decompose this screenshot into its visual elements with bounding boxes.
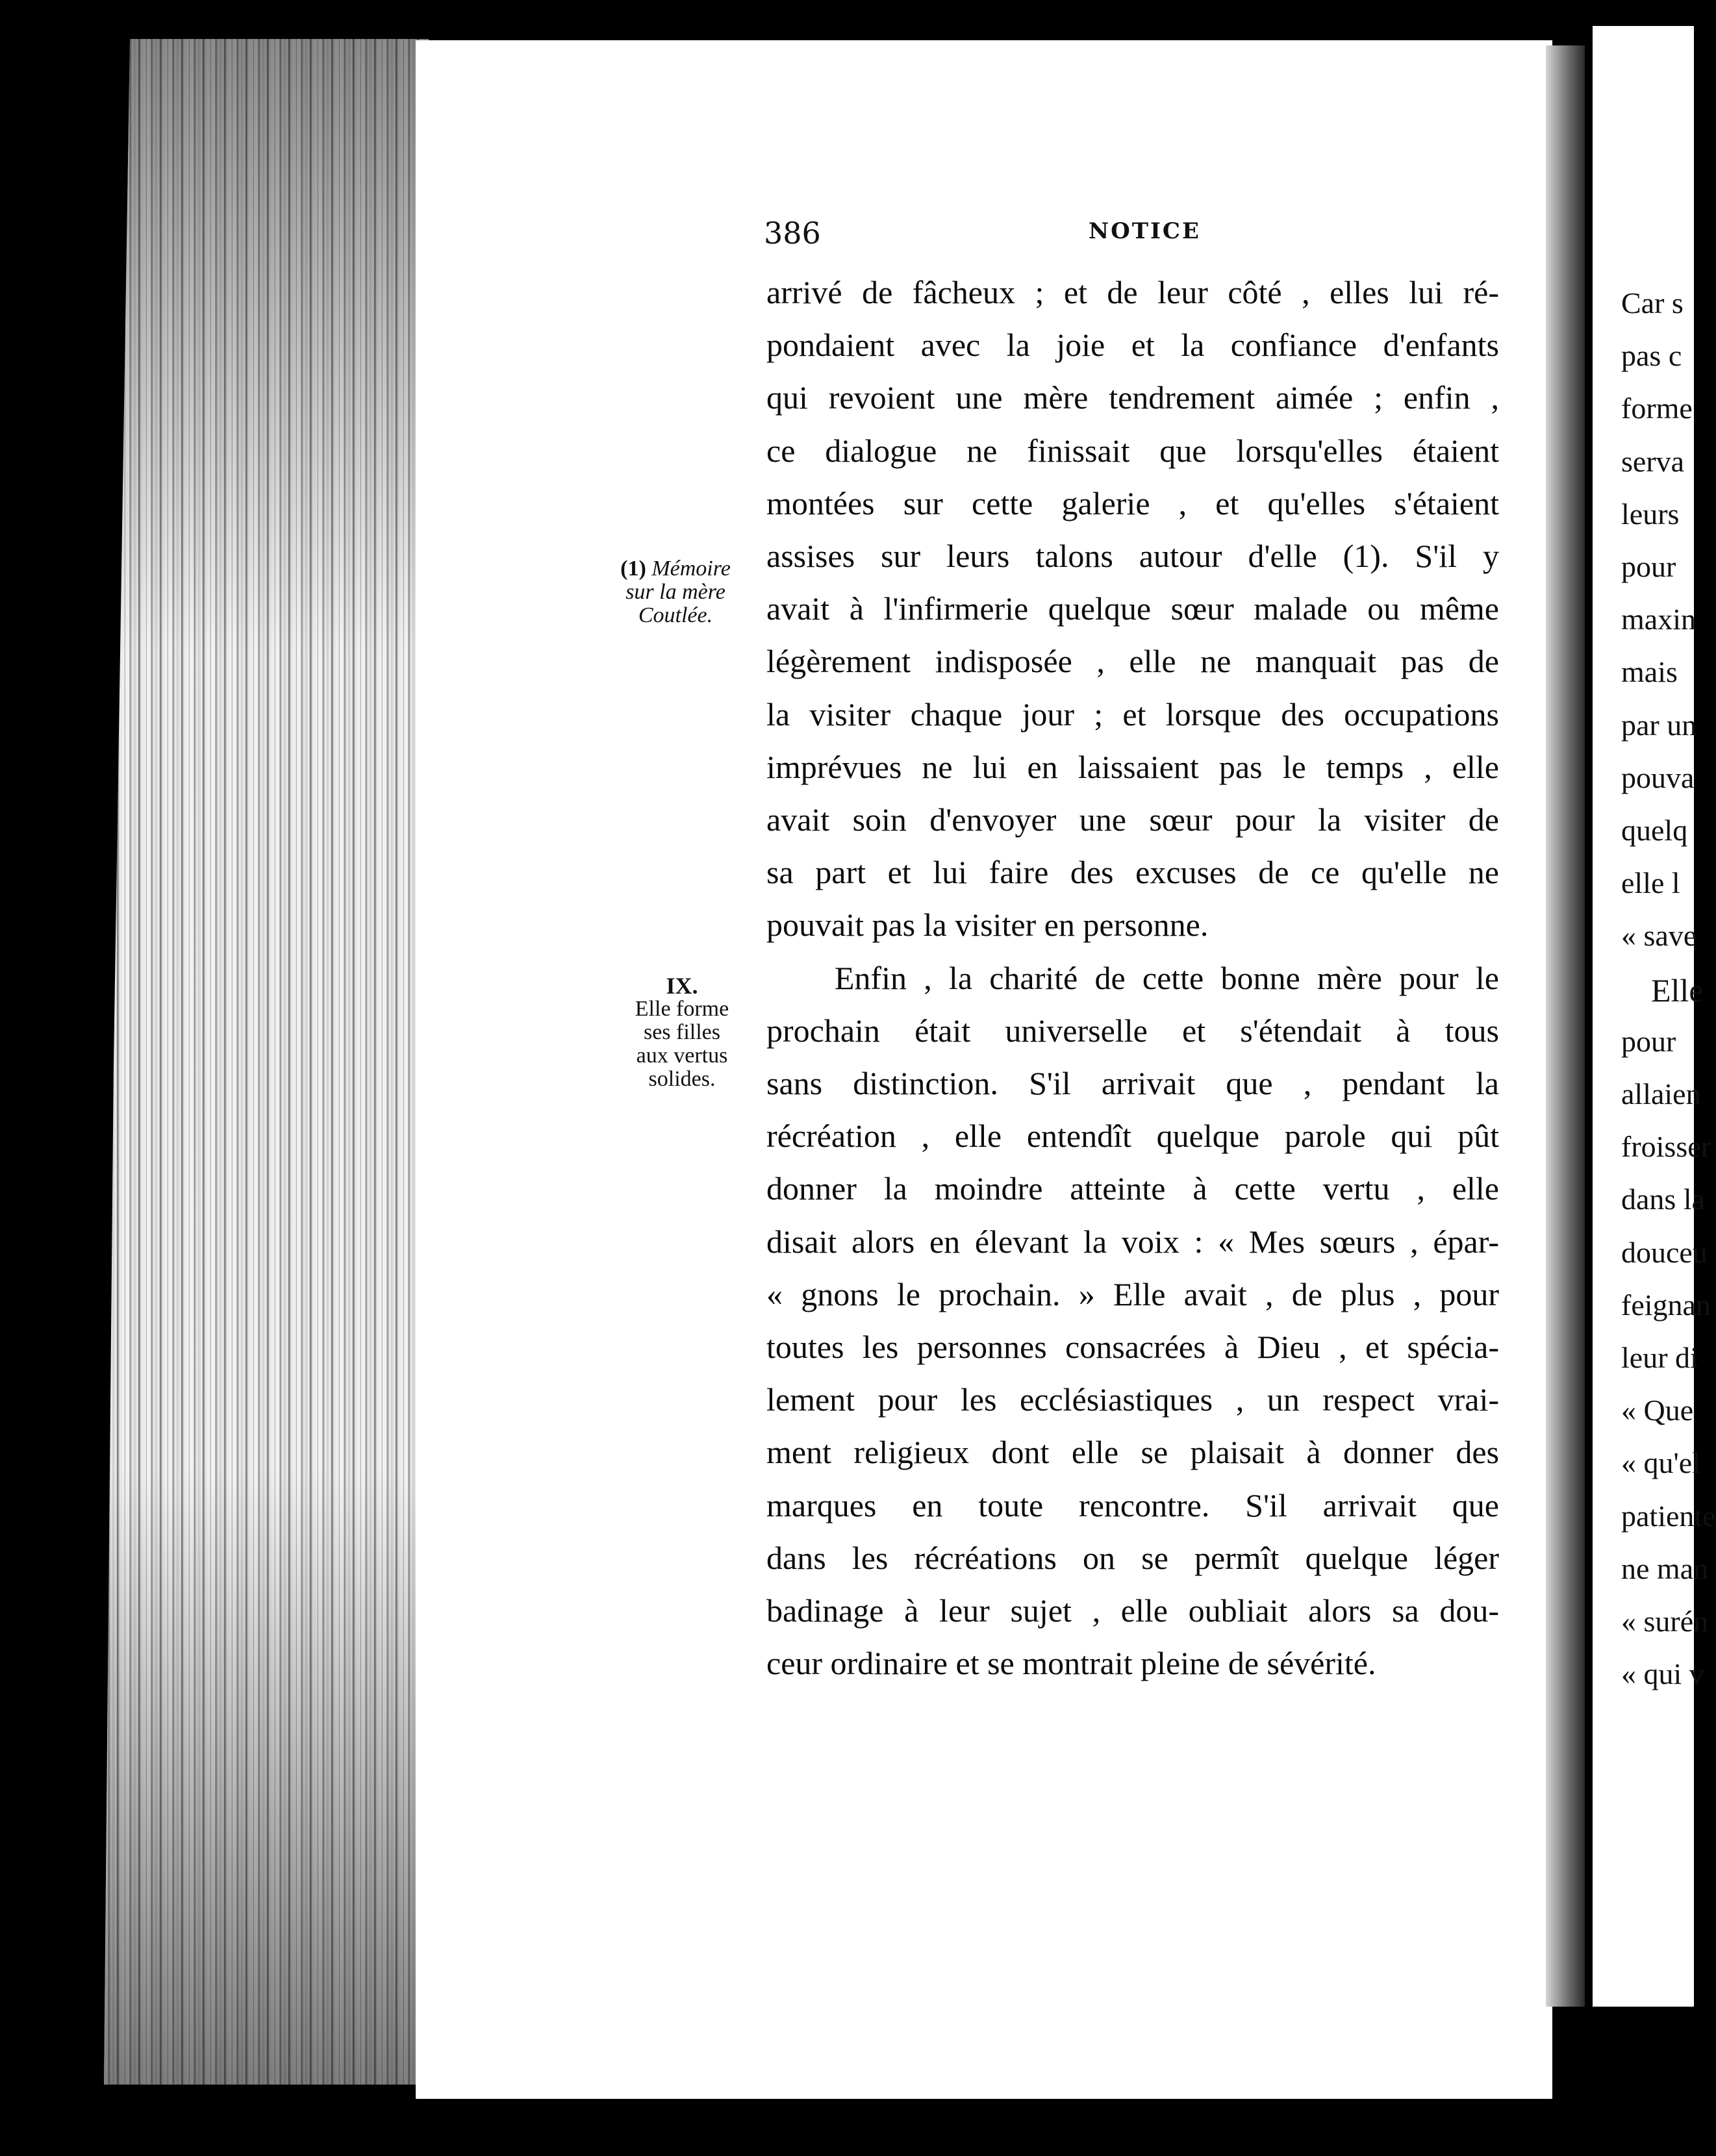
- body-text-line: toutes les personnes consacrées à Dieu , et spécia-: [766, 1329, 1499, 1365]
- body-text-line: prochain était universelle et s'étendait à tous: [766, 1012, 1499, 1049]
- body-text-line: sa part et lui faire des excuses de ce qu'elle ne: [766, 854, 1499, 891]
- body-text-line: Enfin , la charité de cette bonne mère pour le: [766, 959, 1499, 996]
- body-text-line: qui revoient une mère tendrement aimée ; enfin ,: [766, 379, 1499, 416]
- footnote-line: Coutlée.: [638, 603, 713, 627]
- facing-page-line: serva: [1621, 444, 1685, 478]
- footnote-number: (1): [620, 557, 646, 581]
- page-edges-shadow: [104, 39, 429, 2085]
- body-text-line: lement pour les ecclésiastiques , un respect vrai-: [766, 1381, 1499, 1418]
- facing-page-line: quelq: [1621, 814, 1688, 847]
- body-text-line: avait à l'infirmerie quelque sœur malade ou même: [766, 590, 1499, 627]
- facing-page-line: mais: [1621, 655, 1678, 689]
- body-text-line: récréation , elle entendît quelque parole qui pût: [766, 1118, 1499, 1155]
- body-text-line: disait alors en élevant la voix : « Mes sœurs , épar-: [766, 1223, 1499, 1260]
- section-note-line: ses filles: [643, 1020, 721, 1044]
- body-text-line: pouvait pas la visiter en personne.: [766, 907, 1209, 944]
- facing-page: [1593, 26, 1716, 2007]
- body-text-line: ce dialogue ne finissait que lorsqu'elles étaient: [766, 432, 1499, 469]
- facing-page-line: Elle: [1651, 971, 1704, 1009]
- section-number: IX.: [666, 973, 698, 999]
- body-text-line: donner la moindre atteinte à cette vertu , elle: [766, 1170, 1499, 1207]
- facing-page-line: « Que: [1621, 1394, 1694, 1427]
- facing-page-line: froisser: [1621, 1130, 1711, 1164]
- margin-note-footnote: [591, 557, 760, 627]
- body-text-line: la visiter chaque jour ; et lorsque des occupations: [766, 696, 1499, 733]
- body-text-line: badinage à leur sujet , elle oubliait alors sa dou-: [766, 1592, 1499, 1629]
- body-text-line: avait soin d'envoyer une sœur pour la visiter de: [766, 801, 1499, 838]
- section-note-line: Elle forme: [635, 997, 729, 1021]
- page-number: 386: [764, 216, 821, 251]
- facing-page-line: par un: [1621, 708, 1697, 742]
- book-gutter: [1546, 45, 1585, 2007]
- facing-page-line: patiente: [1621, 1499, 1716, 1533]
- body-text-line: marques en toute rencontre. S'il arrivait que: [766, 1486, 1499, 1523]
- body-text-line: ceur ordinaire et se montrait pleine de sévérité.: [766, 1645, 1376, 1682]
- facing-page-line: pour: [1621, 550, 1676, 583]
- facing-page-line: Car s: [1621, 286, 1684, 320]
- facing-page-line: pour: [1621, 1024, 1676, 1058]
- body-text-line: arrivé de fâcheux ; et de leur côté , elles lui ré-: [766, 274, 1499, 310]
- facing-page-line: allaien: [1621, 1077, 1701, 1110]
- facing-page-line: pouva: [1621, 760, 1695, 794]
- body-text-line: pondaient avec la joie et la confiance d'enfants: [766, 327, 1499, 364]
- footnote-line: Mémoire: [651, 557, 731, 581]
- body-text-line: « gnons le prochain. » Elle avait , de plus , pour: [766, 1275, 1499, 1312]
- facing-page-line: dans la: [1621, 1183, 1706, 1216]
- facing-page-line: elle l: [1621, 866, 1680, 900]
- body-text-line: montées sur cette galerie , et qu'elles s'étaient: [766, 484, 1499, 521]
- facing-page-line: leurs: [1621, 497, 1680, 531]
- facing-page-line: feignan: [1621, 1288, 1711, 1322]
- facing-page-line: pas c: [1621, 339, 1682, 373]
- footnote-line: sur la mère: [625, 580, 726, 604]
- facing-page-line: « surén: [1621, 1605, 1709, 1638]
- body-text-line: sans distinction. S'il arrivait que , pendant la: [766, 1065, 1499, 1101]
- facing-page-line: leur di: [1621, 1341, 1698, 1374]
- facing-page-line: maxin: [1621, 603, 1696, 636]
- facing-page-line: « qu'el: [1621, 1446, 1700, 1480]
- body-text-line: assises sur leurs talons autour d'elle (1). S'il y: [766, 538, 1499, 574]
- section-note-line: solides.: [648, 1067, 716, 1091]
- margin-note-section: [604, 974, 760, 1091]
- body-text-line: légèrement indisposée , elle ne manquait pas de: [766, 643, 1499, 680]
- body-text-line: dans les récréations on se permît quelque léger: [766, 1539, 1499, 1576]
- section-note-line: aux vertus: [636, 1044, 728, 1068]
- running-title: NOTICE: [1089, 218, 1201, 244]
- body-text-line: imprévues ne lui en laissaient pas le temps , elle: [766, 748, 1499, 785]
- body-text-line: ment religieux dont elle se plaisait à donner des: [766, 1434, 1499, 1471]
- facing-page-line: douceu: [1621, 1235, 1708, 1269]
- facing-page-line: « qui v: [1621, 1657, 1704, 1691]
- facing-page-line: « save: [1621, 919, 1697, 953]
- facing-page-line: forme: [1621, 392, 1693, 425]
- facing-page-line: ne man: [1621, 1551, 1709, 1585]
